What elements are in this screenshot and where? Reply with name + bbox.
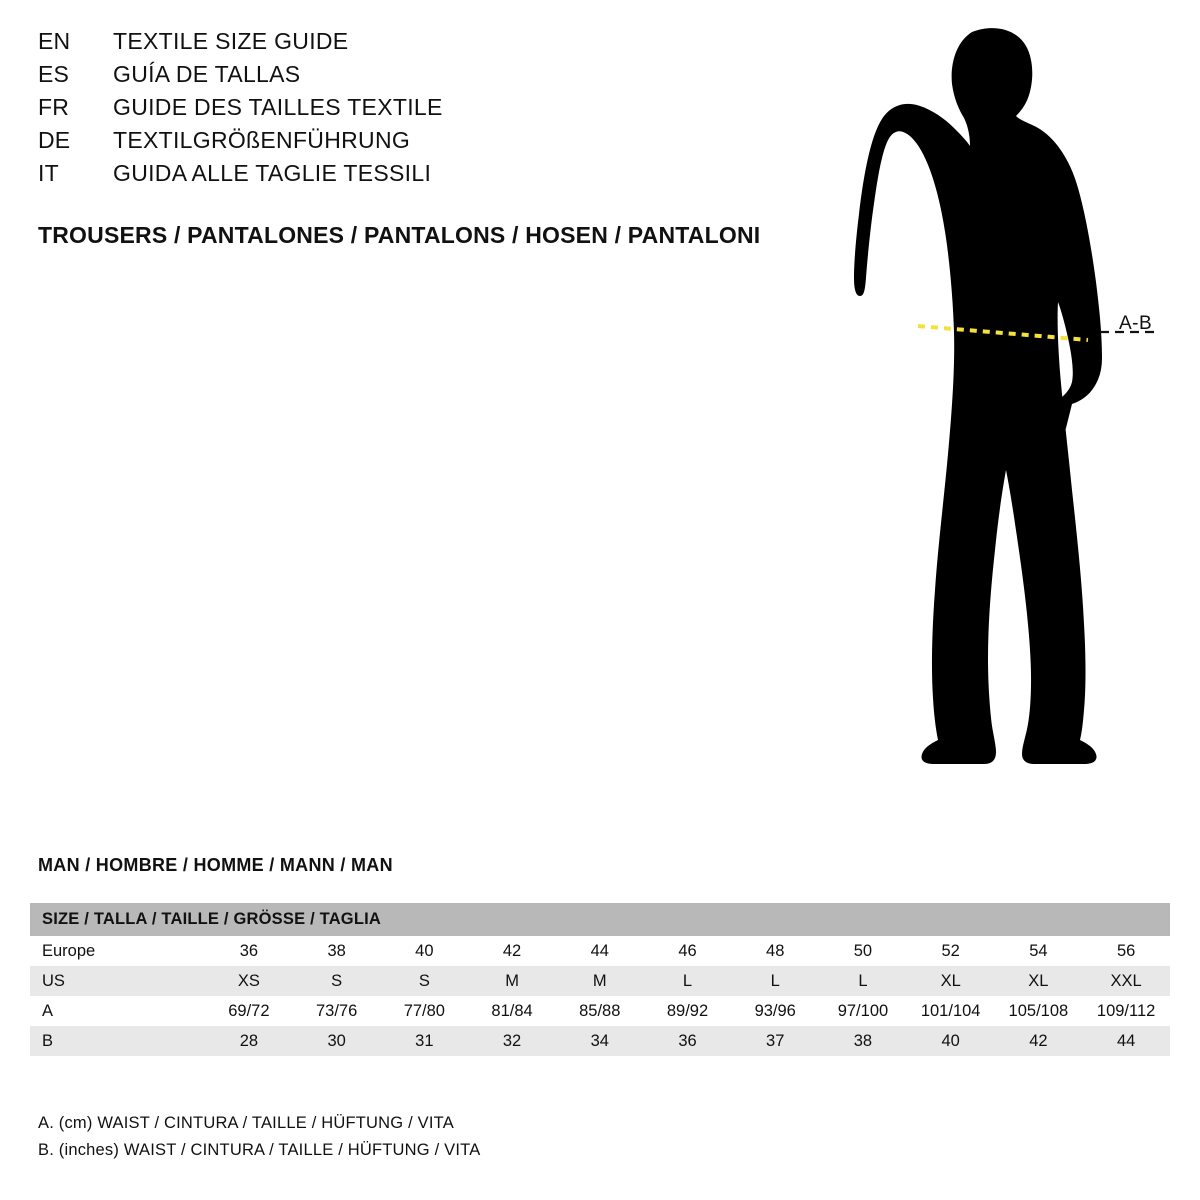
table-header-row [30,903,1170,936]
table-cell: 38 [327,941,346,960]
table-cell: 32 [502,1031,522,1050]
language-row [38,61,798,94]
table-cell: 56 [1116,941,1136,960]
row-label: US [42,971,65,990]
table-cell: 28 [239,1031,259,1050]
table-cell: 50 [853,941,873,960]
table-cell: 37 [766,1031,785,1050]
table-cell: 89/92 [666,1001,709,1020]
table-cell: 73/76 [315,1001,358,1020]
row-label: A [42,1001,54,1020]
table-cell: M [592,971,607,990]
table-cell: 44 [1116,1031,1136,1050]
language-row [38,127,798,160]
footnote-b: B. (inches) WAIST / CINTURA / TAILLE / HÜFTUNG / VITA [38,1141,481,1159]
body-silhouette-figure [820,20,1180,800]
table-cell: 30 [327,1031,346,1050]
table-section-title: MAN / HOMBRE / HOMME / MANN / MAN [38,855,393,875]
table-cell: 42 [502,941,522,960]
table-cell: 42 [1029,1031,1048,1050]
table-cell: 40 [415,941,434,960]
table-cell: 105/108 [1008,1001,1069,1020]
table-cell: XL [940,971,961,990]
table-cell: 44 [590,941,609,960]
footnotes [38,1110,480,1164]
language-code: EN [38,28,71,54]
table-cell: 77/80 [403,1001,445,1020]
table-cell: 81/84 [491,1001,533,1020]
row-label: B [42,1031,54,1050]
garment-type-label: TROUSERS / PANTALONES / PANTALONS / HOSEN / PANTALONI [38,222,761,248]
table-cell: 36 [678,1031,697,1050]
table-cell: 36 [239,941,259,960]
table-row [30,966,1170,996]
table-cell: M [505,971,519,990]
table-cell: 109/112 [1096,1001,1156,1020]
table-cell: 40 [941,1031,960,1050]
table-cell: 34 [590,1031,609,1050]
table-cell: S [418,971,430,990]
language-row [38,94,798,127]
footnote-a: A. (cm) WAIST / CINTURA / TAILLE / HÜFTUNG / VITA [38,1114,454,1132]
table-header-label: SIZE / TALLA / TAILLE / GRÖSSE / TAGLIA [30,903,1170,936]
table-cell: XL [1028,971,1049,990]
table-cell: 31 [415,1031,434,1050]
table-cell: XS [237,971,260,990]
table-cell: 93/96 [754,1001,796,1020]
language-title: GUIDE DES TAILLES TEXTILE [113,94,443,120]
language-title: TEXTILGRÖßENFÜHRUNG [113,127,411,153]
table-cell: 48 [766,941,785,960]
language-code: DE [38,127,71,153]
size-table [30,903,1170,1056]
man-silhouette-icon [854,28,1102,764]
table-cell: L [682,971,693,990]
table-cell: 38 [853,1031,873,1050]
table-row [30,1026,1170,1056]
table-cell: 52 [941,941,960,960]
language-title-list [38,28,798,193]
language-code: FR [38,94,70,120]
table-cell: S [331,971,343,990]
table-cell: L [858,971,868,990]
table-cell: XXL [1110,971,1142,990]
language-code: ES [38,61,70,87]
language-title: GUIDA ALLE TAGLIE TESSILI [113,160,432,186]
language-row [38,28,798,61]
row-label: Europe [42,941,96,960]
table-cell: 46 [678,941,697,960]
table-cell: 69/72 [228,1001,270,1020]
table-cell: 85/88 [579,1001,621,1020]
table-cell: L [770,971,780,990]
table-cell: 54 [1029,941,1048,960]
table-cell: 101/104 [920,1001,981,1020]
table-row [30,936,1170,966]
language-title: TEXTILE SIZE GUIDE [113,28,349,54]
language-title: GUÍA DE TALLAS [113,61,301,87]
table-row [30,996,1170,1026]
table-cell: 97/100 [837,1001,889,1020]
language-row [38,160,798,193]
measure-label-ab: A-B [1119,313,1153,334]
language-code: IT [38,160,59,186]
